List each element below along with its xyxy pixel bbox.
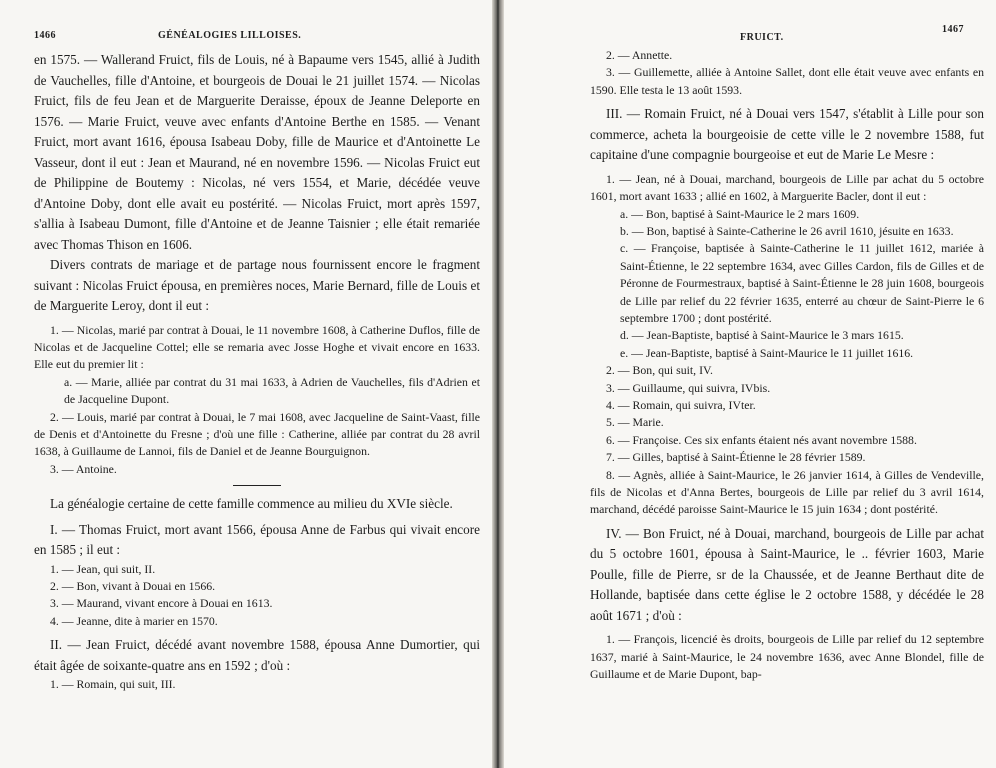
generation-heading: IV. — Bon Fruict, né à Douai, marchand, bourgeois de Lille par achat du 5 octobre 1601, épousa à Saint-Maurice, le .. février 1603, Marie Poulle, fille de Pierre, sr de la Chaussée, et de Jeanne Berthaut dite de Hollande, baptisée dans cette église le 2 octobre 1588, y décédée le 28 août 1671 ; d'où : <box>590 525 984 623</box>
generation-heading: III. — Romain Fruict, né à Douai vers 1547, s'établit à Lille pour son commerce, acheta la bourgeoisie de cette ville le 2 novembre 1588, fut capitaine d'une compagnie bourgeoise et eut de Marie Le Mesre : <box>590 106 984 163</box>
list-item: a. — Bon, baptisé à Saint-Maurice le 2 mars 1609. <box>620 206 860 221</box>
right-running-head <box>590 22 984 42</box>
list-item: 5. — Marie. <box>606 415 664 430</box>
right-page <box>504 0 996 768</box>
list-item: 8. — Agnès, alliée à Saint-Maurice, le 26 janvier 1614, à Gilles de Vendeville, fils de Nicolas et d'Anna Bertes, bourgeois de Lille par relief du 3 avril 1614, marchand, décédé paroisse Saint-Maurice le 15 juin 1634 ; dont postérité. <box>590 467 984 517</box>
list-item: 1. — Nicolas, marié par contrat à Douai, le 11 novembre 1608, à Catherine Duflos, fille de Nicolas et de Jacqueline Cottel; elle se remaria avec Josse Hoghe et vivait encore en 1633. Elle eut du premier lit : <box>34 322 480 372</box>
generation-heading: I. — Thomas Fruict, mort avant 1566, épousa Anne de Farbus qui vivait encore en 1585 ; il eut : <box>34 521 480 558</box>
paragraph: Divers contrats de mariage et de partage nous fournissent encore le fragment suivant : Nicolas Fruict épousa, en premières noces, Marie Bernard, fille de Louis et de Marguerite Leroy, dont il eut : <box>34 257 480 313</box>
list-item: 1. — Jean, qui suit, II. <box>50 561 156 576</box>
separator-rule <box>233 485 281 486</box>
paragraph: en 1575. — Wallerand Fruict, fils de Louis, né à Bapaume vers 1545, allié à Judith de Vauchelles, fille d'Antoine, et bourgeois de Douai le 21 juillet 1574. — Nicolas Fruict, fils de feu Jean et de Marguerite Deraisse, époux de Jeanne Deleporte en 1576. — Marie Fruict, veuve avec enfants d'Antoine Berthe en 1585. — Venant Fruict, mort avant 1616, épousa Isabeau Doby, fille de Maurice et d'Antoinette Le Vasseur, dont il eut : Jean et Maurand, né en novembre 1596. — Nicolas Fruict eut de Philippine de Boutemy : Nicolas, né vers 1554, et Marie, décédée veuve d'Antoine Doby, dont elle avait eu postérité. — Nicolas Fruict, mort après 1597, s'allia à Isabeau Dumont, fille d'Antoine et de Jeanne Taisnier ; elle était remariée avec Thomas Thison en 1606. <box>34 52 480 252</box>
paragraph: La généalogie certaine de cette famille commence au milieu du XVIe siècle. <box>50 496 453 512</box>
left-running-head <box>34 30 480 50</box>
list-item: d. — Jean-Baptiste, baptisé à Saint-Maurice le 3 mars 1615. <box>620 328 904 343</box>
list-item: 2. — Louis, marié par contrat à Douai, le 7 mai 1608, avec Jacqueline de Saint-Vaast, fille de Denis et d'Antoinette du Fresne ; d'où une fille : Catherine, alliée par contrat du 28 avril 1638, à Guillaume de Lannoi, fils de Daniel et de Jeanne Bourguignon. <box>34 409 480 459</box>
right-page-body <box>590 42 984 684</box>
list-item: 3. — Guillemette, alliée à Antoine Sallet, dont elle était veuve avec enfants en 1590. Elle testa le 13 août 1593. <box>590 65 984 97</box>
right-running-title: FRUICT. <box>740 32 784 43</box>
list-item: 1. — Jean, né à Douai, marchand, bourgeois de Lille par achat du 5 octobre 1601, mort avant 1633 ; allié en 1602, à Marguerite Bacler, dont il eut : <box>590 171 984 204</box>
list-item: 6. — Françoise. Ces six enfants étaient nés avant novembre 1588. <box>606 432 917 447</box>
list-item: 3. — Antoine. <box>50 461 117 476</box>
list-item: b. — Bon, baptisé à Sainte-Catherine le 26 avril 1610, jésuite en 1633. <box>620 223 954 238</box>
generation-heading: II. — Jean Fruict, décédé avant novembre 1588, épousa Anne Dumortier, qui était âgée de soixante-quatre ans en 1592 ; d'où : <box>34 637 480 673</box>
list-item: 3. — Guillaume, qui suivra, IVbis. <box>606 380 771 395</box>
left-running-title: GÉNÉALOGIES LILLOISES. <box>158 30 302 41</box>
list-item: 3. — Maurand, vivant encore à Douai en 1613. <box>50 596 273 611</box>
list-item: 1. — François, licencié ès droits, bourgeois de Lille par relief du 12 septembre 1637, marié à Saint-Maurice, le 24 novembre 1636, avec Anne Blondel, fille de Guillaume et de Marie Dupont, bap- <box>590 632 984 682</box>
right-page-number: 1467 <box>942 24 964 35</box>
list-item: 1. — Romain, qui suit, III. <box>50 677 176 692</box>
list-item: a. — Marie, alliée par contrat du 31 mai 1633, à Adrien de Vauchelles, fils d'Adrien et de Jacqueline Dupont. <box>64 374 480 407</box>
list-item: 4. — Jeanne, dite à marier en 1570. <box>50 613 218 628</box>
list-item: 7. — Gilles, baptisé à Saint-Étienne le 28 février 1589. <box>606 450 866 465</box>
list-item: 2. — Annette. <box>606 48 673 62</box>
list-item: 4. — Romain, qui suivra, IVter. <box>606 398 756 412</box>
left-page-body <box>34 50 480 694</box>
list-item: e. — Jean-Baptiste, baptisé à Saint-Maurice le 11 juillet 1616. <box>620 345 914 360</box>
book-gutter <box>492 0 504 768</box>
list-item: 2. — Bon, vivant à Douai en 1566. <box>50 579 216 594</box>
list-item: 2. — Bon, qui suit, IV. <box>606 363 713 378</box>
left-page-number: 1466 <box>34 30 56 41</box>
left-page <box>0 0 492 768</box>
list-item: c. — Françoise, baptisée à Sainte-Catherine le 11 juillet 1612, mariée à Saint-Étienne, le 22 septembre 1634, avec Gilles Cardon, fils de Gilles et de Péronne de Fourmestraux, baptisé à Saint-Étienne le 28 juin 1608, bourgeois de Lille par relief du 22 février 1635, enterré au chœur de Saint-Pierre le 6 septembre 1700 ; dont postérité. <box>620 241 984 325</box>
